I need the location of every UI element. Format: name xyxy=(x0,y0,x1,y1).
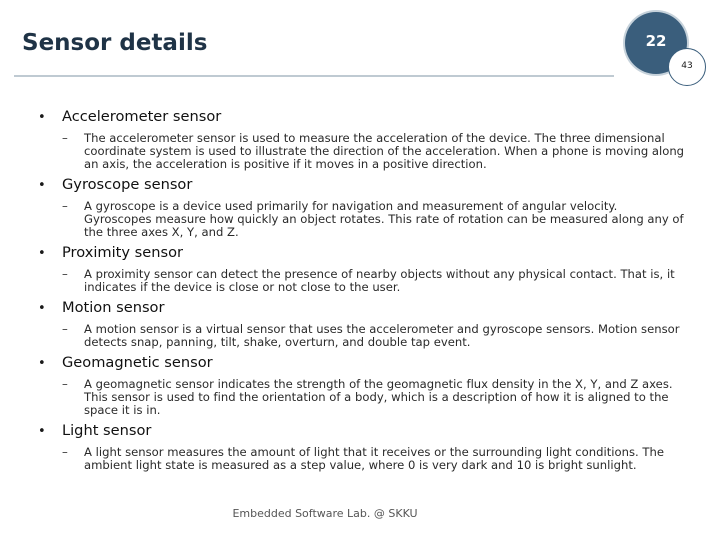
slide-title: Sensor details xyxy=(22,30,208,56)
list-item-accelerometer xyxy=(38,107,688,171)
page-number: 22 xyxy=(645,32,667,50)
sensor-description xyxy=(62,323,688,349)
dash-icon: – xyxy=(62,199,68,213)
dash-icon: – xyxy=(62,131,68,145)
sensor-list xyxy=(38,107,688,476)
sensor-description-text: A light sensor measures the amount of light that it receives or the surrounding light conditions. The ambient light state is measured as a step value, where 0 is very dark and 10 is bright sunlight. xyxy=(84,445,664,472)
sensor-heading: Motion sensor xyxy=(62,299,165,316)
list-item-gyroscope xyxy=(38,175,688,239)
bullet-dot-icon: • xyxy=(38,356,46,371)
outer-page-number-badge xyxy=(668,48,706,86)
list-item-motion xyxy=(38,298,688,349)
dash-icon: – xyxy=(62,322,68,336)
sensor-heading: Gyroscope sensor xyxy=(62,176,193,193)
sensor-description-text: A motion sensor is a virtual sensor that uses the accelerometer and gyroscope sensors. Motion sensor detects snap, panning, tilt, shake, overturn, and double tap event. xyxy=(84,322,680,349)
sensor-description xyxy=(62,200,688,239)
sensor-heading: Light sensor xyxy=(62,422,152,439)
bullet-dot-icon: • xyxy=(38,424,46,439)
sensor-description xyxy=(62,268,688,294)
outer-page-number: 43 xyxy=(681,61,693,71)
sensor-heading: Geomagnetic sensor xyxy=(62,354,213,371)
title-underline xyxy=(14,75,614,77)
sensor-heading: Accelerometer sensor xyxy=(62,108,222,125)
bullet-dot-icon: • xyxy=(38,301,46,316)
sensor-description-text: A gyroscope is a device used primarily for navigation and measurement of angular velocity. Gyroscopes measure how quickly an object rotates. This rate of rotation can be measured along any of the three axes X, Y, and Z. xyxy=(84,199,684,239)
footer: Embedded Software Lab. @ SKKU xyxy=(232,507,418,520)
bullet-dot-icon: • xyxy=(38,246,46,261)
list-item-light xyxy=(38,421,688,472)
dash-icon: – xyxy=(62,445,68,459)
sensor-description xyxy=(62,378,688,417)
bullet-dot-icon: • xyxy=(38,178,46,193)
bullet-dot-icon: • xyxy=(38,110,46,125)
sensor-description-text: The accelerometer sensor is used to measure the acceleration of the device. The three dimensional coordinate system is used to illustrate the direction of the acceleration. When a phone is moving along an axis, the acceleration is positive if it moves in a positive direction. xyxy=(84,131,685,171)
sensor-description-text: A proximity sensor can detect the presence of nearby objects without any physical contact. That is, it indicates if the device is close or not close to the user. xyxy=(84,267,675,294)
sensor-description-text: A geomagnetic sensor indicates the strength of the geomagnetic flux density in the X, Y, and Z axes. This sensor is used to find the orientation of a body, which is a description of how it is aligned to the space it is in. xyxy=(84,377,673,417)
sensor-description xyxy=(62,446,688,472)
sensor-heading: Proximity sensor xyxy=(62,244,184,261)
dash-icon: – xyxy=(62,377,68,391)
list-item-geomagnetic xyxy=(38,353,688,417)
dash-icon: – xyxy=(62,267,68,281)
sensor-description xyxy=(62,132,688,171)
list-item-proximity xyxy=(38,243,688,294)
